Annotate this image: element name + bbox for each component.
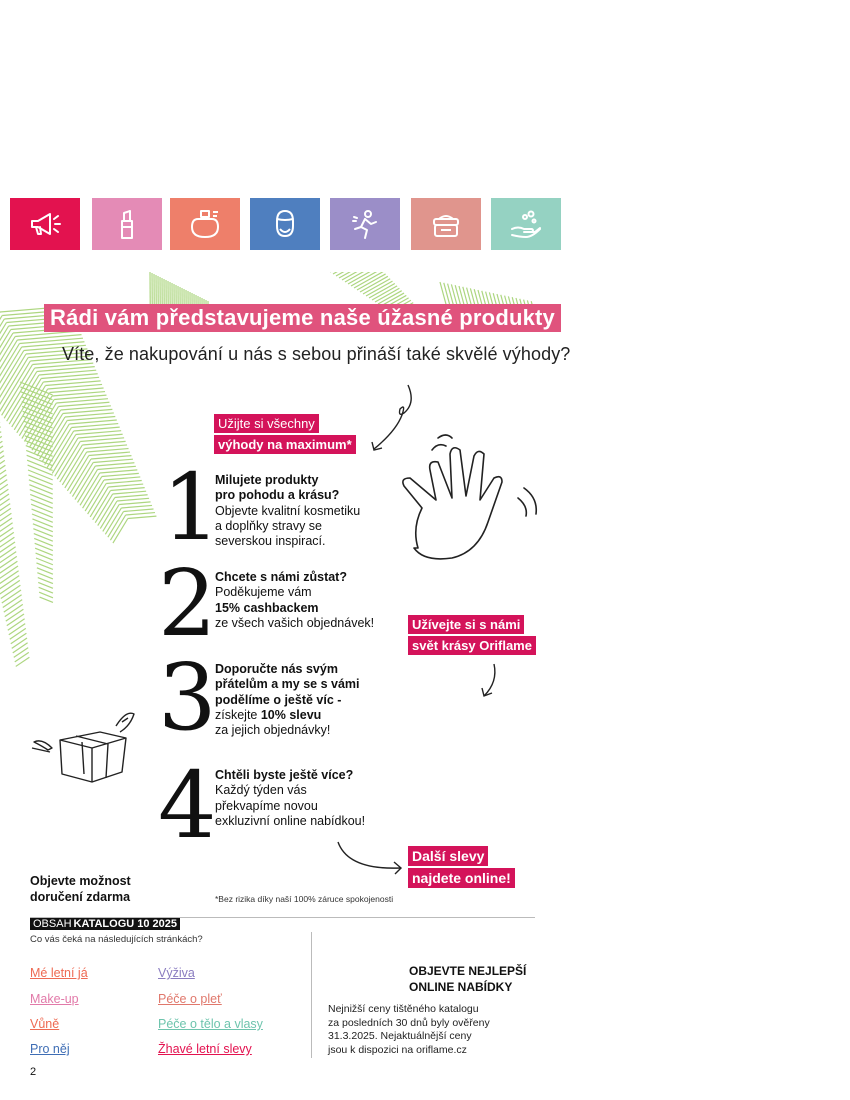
free-delivery-line1: Objevte možnost [30, 874, 131, 888]
step-3-title-line1: Doporučte nás svým [215, 662, 338, 676]
online-offers-line1: Nejnižší ceny tištěného katalogu [328, 1003, 479, 1015]
category-tile-wellness[interactable] [330, 198, 400, 250]
online-offers-line2: za posledních 30 dnů byly ověřeny [328, 1016, 490, 1029]
category-tile-news[interactable] [10, 198, 80, 250]
down-arrow-icon [476, 660, 506, 700]
step-1-line2: a doplňky stravy se [215, 518, 322, 533]
online-offers-title-line1: OBJEVTE NEJLEPŠÍ [409, 964, 527, 978]
curved-arrow-right-icon [336, 838, 408, 878]
contents-vertical-divider [311, 932, 312, 1058]
toc-link-summer[interactable]: Mé letní já [30, 966, 88, 980]
toc-link-nutrition[interactable]: Výživa [158, 966, 195, 980]
discounts-callout-line1: Další slevy [408, 846, 488, 866]
enjoy-callout-line2: výhody na maximum* [214, 435, 356, 454]
free-delivery-text [30, 873, 131, 905]
online-discounts-callout[interactable] [408, 846, 515, 888]
megaphone-icon [28, 207, 62, 241]
step-2-cashback: 15% cashbackem [215, 600, 319, 615]
toc-link-make-up[interactable]: Make-up [30, 992, 79, 1006]
free-delivery-line2: doručení zdarma [30, 890, 131, 904]
online-offers-line3: 31.3.2025. Nejaktuálnější ceny [328, 1030, 472, 1042]
lipstick-icon [110, 207, 144, 241]
online-offers-body [328, 1003, 490, 1057]
world-callout-line1: Užívejte si s námi [408, 615, 524, 634]
step-2-line1: Poděkujeme vám [215, 585, 312, 600]
page-headline: Rádi vám představujeme naše úžasné produkty [44, 304, 561, 332]
world-callout-line2: svět krásy Oriflame [408, 636, 536, 655]
step-2-title: Chcete s námi zůstat? [215, 570, 347, 584]
step-number-3: 3 [158, 644, 217, 751]
toc-link-skin-care[interactable]: Péče o pleť [158, 992, 222, 1006]
category-tile-body-hair[interactable] [491, 198, 561, 250]
toc-link-fragrance[interactable]: Vůně [30, 1017, 60, 1031]
step-3-discount: 10% slevu [260, 707, 322, 722]
step-4-title: Chtěli byste ještě více? [215, 768, 354, 782]
step-3-line-last: za jejich objednávky! [215, 723, 331, 738]
waving-hand-icon [398, 428, 548, 578]
step-1-line3: severskou inspirací. [215, 534, 326, 549]
contents-question: Co vás čeká na následujících stránkách? [30, 934, 203, 945]
online-offers-line4: jsou k dispozici na oriflame.cz [328, 1043, 467, 1056]
toc-link-summer-sale[interactable]: Žhavé letní slevy [158, 1042, 252, 1056]
step-4-line3: exkluzivní online nabídkou! [215, 813, 366, 828]
page-subheadline: Víte, že nakupování u nás s sebou přináší také skvělé výhody? [62, 344, 571, 364]
man-face-icon [268, 207, 302, 241]
cream-jar-icon [429, 207, 463, 241]
hand-care-icon [509, 207, 543, 241]
step-number-2: 2 [158, 550, 217, 657]
category-tile-for-him[interactable] [250, 198, 320, 250]
discounts-callout-line2: najdete online! [408, 868, 515, 888]
step-3-line-prefix: získejte [215, 707, 261, 722]
page-number: 2 [30, 1066, 37, 1078]
step-3-title-line2: přátelům a my se s vámi [215, 677, 360, 692]
step-1-text [215, 473, 360, 549]
category-tile-fragrance[interactable] [170, 198, 240, 250]
step-number-1: 1 [162, 454, 221, 561]
running-person-icon [348, 207, 382, 241]
step-1-title-line2: pro pohodu a krásu? [215, 488, 340, 503]
online-offers-title [409, 963, 526, 995]
contents-label-bold: KATALOGU 10 2025 [74, 918, 181, 930]
step-3-text [215, 662, 360, 738]
step-4-line1: Každý týden vás [215, 783, 307, 798]
footnote: *Bez rizika díky naší 100% záruce spokojenosti [215, 894, 394, 904]
category-tile-make-up[interactable] [92, 198, 162, 250]
contents-label [30, 917, 180, 931]
step-3-title-line3: podělíme o ještě víc - [215, 692, 342, 707]
toc-link-body-hair[interactable]: Péče o tělo a vlasy [158, 1017, 263, 1031]
toc-link-for-him[interactable]: Pro něj [30, 1042, 70, 1056]
step-number-4: 4 [158, 752, 217, 859]
enjoy-callout-line1: Užijte si všechny [214, 414, 319, 433]
step-2-line3: ze všech vašich objednávek! [215, 615, 375, 630]
enjoy-benefits-callout [214, 414, 356, 454]
oriflame-world-callout [408, 615, 536, 655]
contents-label-light: OBSAH [30, 918, 74, 930]
step-1-title-line1: Milujete produkty [215, 473, 319, 487]
step-2-text [215, 570, 374, 631]
step-1-line1: Objevte kvalitní kosmetiku [215, 503, 361, 518]
category-tile-skin-care[interactable] [411, 198, 481, 250]
flying-gift-icon [30, 712, 140, 792]
step-4-line2: překvapíme novou [215, 798, 318, 813]
online-offers-title-line2: ONLINE NABÍDKY [409, 980, 513, 994]
perfume-icon [188, 207, 222, 241]
step-4-text [215, 768, 365, 829]
